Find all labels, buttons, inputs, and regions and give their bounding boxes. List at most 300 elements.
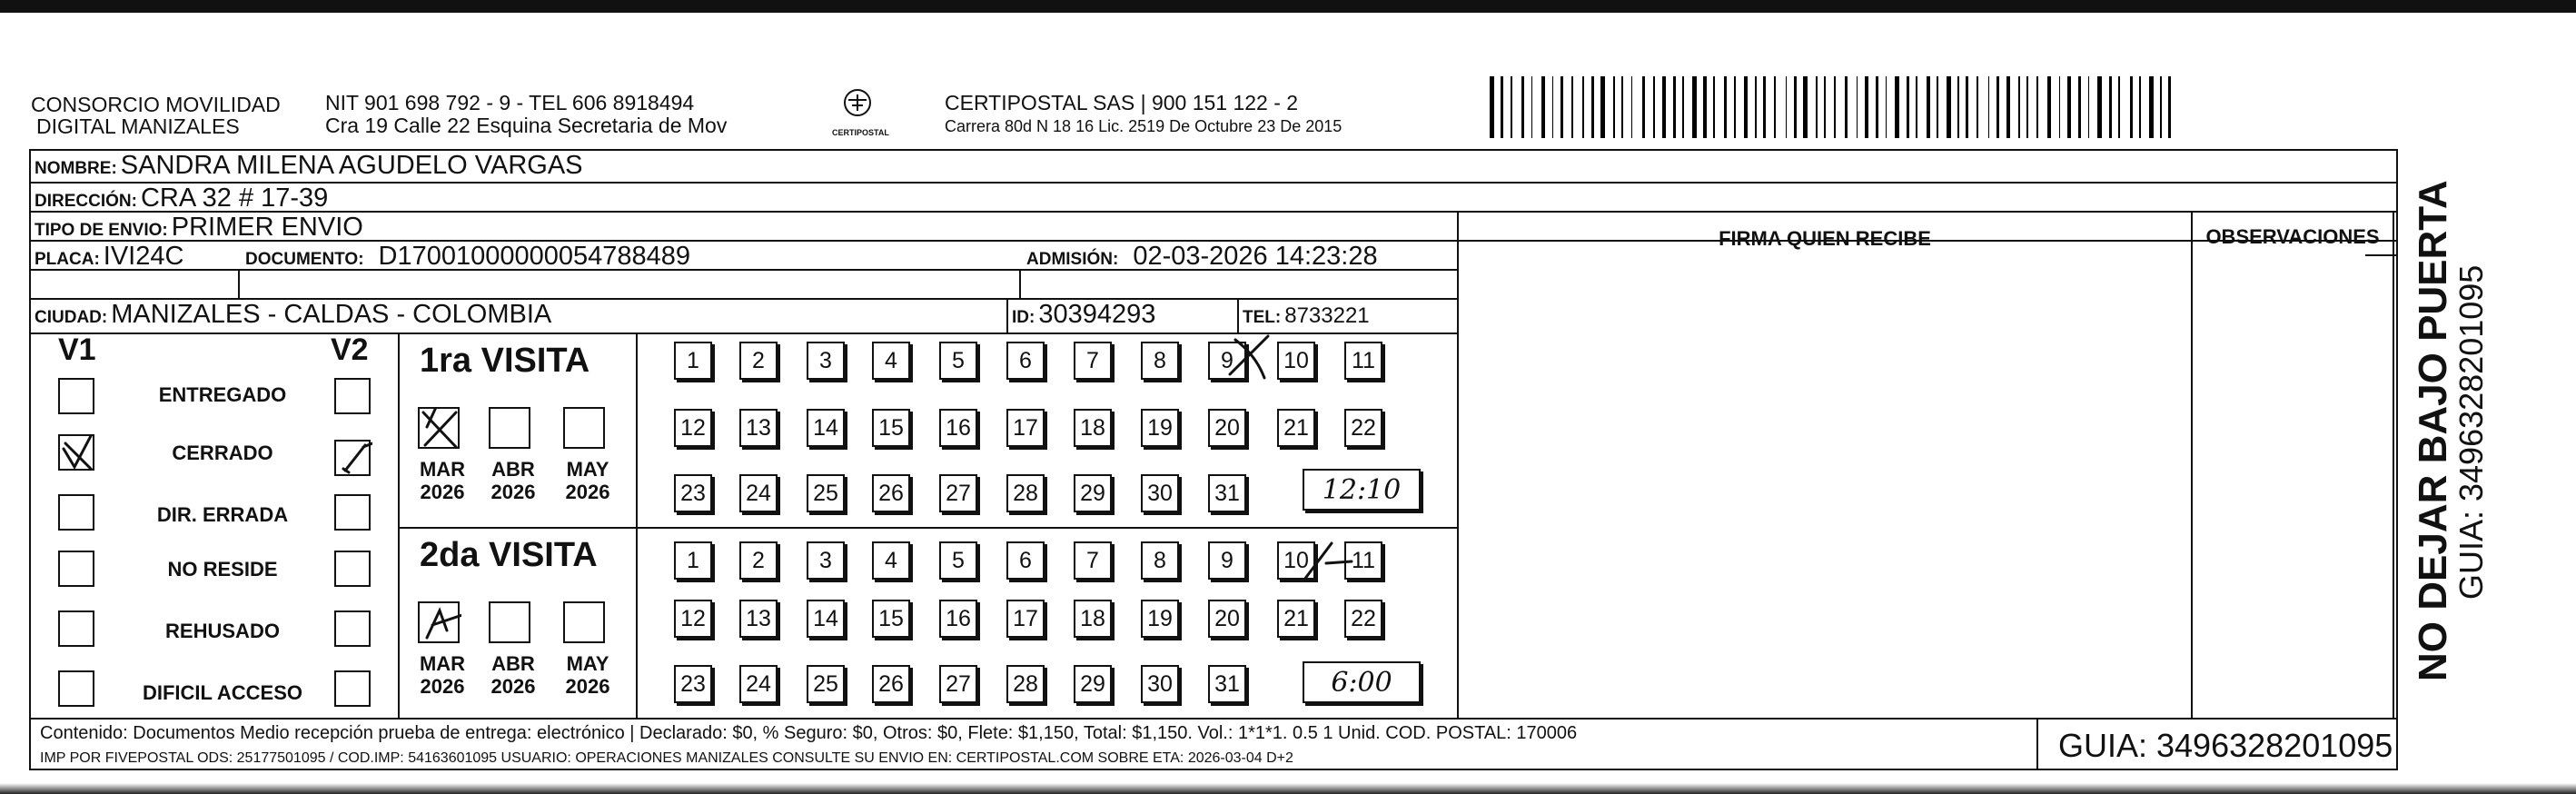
certipostal-logo-icon — [832, 87, 883, 124]
barcode-bar — [1920, 76, 1925, 138]
visit2-day-1[interactable]: 1 — [674, 541, 712, 580]
visit1-handwritten-time: 12:10 — [1303, 469, 1421, 511]
barcode-bar — [1992, 76, 1994, 138]
placa-value: IVI24C — [103, 242, 184, 271]
barcode-bar — [1497, 76, 1499, 138]
barcode-bar — [1759, 76, 1761, 138]
barcode-bar — [1682, 76, 1684, 138]
v1-rehusado-checkbox[interactable] — [58, 610, 94, 647]
footer-guia-divider — [2036, 720, 2038, 770]
visit2-abr-box[interactable] — [489, 601, 530, 643]
visit1-day-29[interactable]: 29 — [1074, 474, 1112, 512]
visit1-day-7[interactable]: 7 — [1074, 342, 1112, 380]
barcode-bar — [1907, 76, 1909, 138]
certipostal-logo — [832, 87, 889, 142]
barcode-bar — [1582, 76, 1584, 138]
visit1-day-10[interactable]: 10 — [1277, 342, 1315, 380]
status-dir-errada: DIR. ERRADA — [156, 503, 289, 526]
visit2-day-24[interactable]: 24 — [739, 665, 778, 703]
visit1-may-label: MAY 2026 — [565, 458, 610, 503]
admision-value: 02-03-2026 14:23:28 — [1133, 242, 1378, 271]
visit1-mar-label: MAR 2026 — [419, 458, 466, 503]
barcode-bar — [1954, 76, 1956, 138]
barcode-bar — [1521, 76, 1524, 138]
barcode-bar — [1653, 76, 1655, 138]
cell-divider — [1006, 300, 1008, 332]
barcode-bar — [1933, 76, 1935, 138]
barcode-bar — [1750, 76, 1752, 138]
barcode-bar — [1703, 76, 1706, 138]
visit1-day-12[interactable]: 12 — [674, 409, 712, 447]
barcode-bar — [2002, 76, 2004, 138]
barcode-bar — [2023, 76, 2025, 138]
tel-label: TEL: — [1243, 308, 1282, 327]
visit1-day-11[interactable]: 11 — [1344, 342, 1382, 380]
check-mark-icon — [336, 442, 372, 478]
barcode-bar — [2097, 76, 2102, 138]
barcode-bar — [1515, 76, 1520, 138]
v1-no-reside-checkbox[interactable] — [58, 551, 94, 587]
consorcio-nit: NIT 901 698 792 - 9 - TEL 606 8918494 — [325, 91, 695, 114]
visit2-day-10[interactable]: 10 — [1277, 541, 1315, 580]
barcode-bar — [1576, 76, 1580, 138]
visit1-day-3[interactable]: 3 — [807, 342, 845, 380]
barcode-bar — [1587, 76, 1589, 138]
certipostal-address: Carrera 80d N 18 16 Lic. 2519 De Octubre 23 De 2015 — [945, 117, 1342, 135]
visit2-title: 2da VISITA — [420, 536, 598, 574]
cell-divider — [238, 271, 240, 298]
barcode-bar — [1739, 76, 1741, 138]
barcode-bar — [1871, 76, 1873, 138]
row-divider — [29, 211, 2398, 213]
barcode-bar — [1857, 76, 1858, 138]
visit2-day-25[interactable]: 25 — [807, 665, 845, 703]
barcode-bar — [1648, 76, 1650, 138]
barcode-bar — [1642, 76, 1645, 138]
visit1-day-22[interactable]: 22 — [1344, 409, 1382, 447]
visit2-day-27[interactable]: 27 — [939, 665, 977, 703]
visit1-day-26[interactable]: 26 — [872, 474, 910, 512]
barcode-bar — [1786, 76, 1788, 138]
status-entregado: ENTREGADO — [158, 383, 287, 406]
visit2-day-26[interactable]: 26 — [872, 665, 910, 703]
visit2-day-21[interactable]: 21 — [1277, 600, 1315, 638]
visit2-day-5[interactable]: 5 — [939, 541, 977, 580]
visit2-day-18[interactable]: 18 — [1074, 600, 1112, 638]
barcode-bar — [1769, 76, 1771, 138]
barcode-bar — [1560, 76, 1563, 138]
visit1-mar-box[interactable] — [418, 407, 460, 449]
status-no-reside: NO RESIDE — [167, 558, 278, 581]
visit2-day-20[interactable]: 20 — [1208, 600, 1246, 638]
placa-label: PLACA: — [35, 250, 100, 269]
barcode-bar — [1828, 76, 1831, 138]
column-divider — [2191, 211, 2193, 720]
visit2-abr-label: ABR 2026 — [490, 652, 536, 698]
visit1-day-8[interactable]: 8 — [1141, 342, 1179, 380]
tipo-envio-value: PRIMER ENVIO — [171, 213, 363, 242]
visit1-day-24[interactable]: 24 — [739, 474, 778, 512]
visit1-day-15[interactable]: 15 — [872, 409, 910, 447]
barcode-bar — [1845, 76, 1848, 138]
placa-field — [35, 242, 183, 272]
barcode-bar — [2074, 76, 2076, 138]
barcode-bar — [1881, 76, 1883, 138]
barcode-bar — [2041, 76, 2046, 138]
barcode-bar — [1724, 76, 1727, 138]
barcode-bar — [1621, 76, 1623, 138]
barcode-bar — [2115, 76, 2116, 138]
visit2-time-box — [1303, 661, 1422, 705]
visit2-day-19[interactable]: 19 — [1141, 600, 1179, 638]
visit2-day-12[interactable]: 12 — [674, 600, 712, 638]
barcode-bar — [2018, 76, 2020, 138]
barcode-bar — [1613, 76, 1615, 138]
barcode-bar — [1556, 76, 1558, 138]
barcode-bar — [1566, 76, 1569, 138]
footer-contenido: Contenido: Documentos Medio recepción prueba de entrega: electrónico | Declarado: $0, % Seguro: $0, Otros: $0, Flete: $1,150, Total: $1,150. Vol.: 1*1*1. 0.5 1 Unid. COD. POSTAL: 170006 — [40, 723, 1578, 743]
visit2-day10-mark — [1299, 536, 1353, 587]
barcode-bar — [1962, 76, 1964, 138]
barcode-bar — [1937, 76, 1938, 138]
visit-row-divider — [400, 527, 1457, 529]
barcode-bar — [1803, 76, 1808, 138]
visit1-day-13[interactable]: 13 — [739, 409, 778, 447]
barcode-bar — [2105, 76, 2106, 138]
barcode-bar — [1662, 76, 1667, 138]
barcode-bar — [1501, 76, 1503, 138]
barcode-bar — [1838, 76, 1843, 138]
barcode-bar — [1626, 76, 1629, 138]
barcode-bar — [1977, 76, 1978, 138]
barcode-bar — [1548, 76, 1550, 138]
status-cerrado: CERRADO — [172, 442, 273, 464]
certipostal-company: CERTIPOSTAL SAS | 900 151 122 - 2 — [945, 91, 1299, 114]
visit2-day-3[interactable]: 3 — [807, 541, 845, 580]
row-divider — [29, 182, 2398, 184]
barcode-bar — [1541, 76, 1546, 138]
visit2-day-17[interactable]: 17 — [1006, 600, 1045, 638]
visit2-handwritten-time: 6:00 — [1303, 661, 1421, 703]
barcode-bar — [1669, 76, 1670, 138]
visit2-day-28[interactable]: 28 — [1006, 665, 1045, 703]
barcode-bar — [1490, 76, 1494, 138]
visit2-day-29[interactable]: 29 — [1074, 665, 1112, 703]
barcode-bar — [1810, 76, 1813, 138]
barcode-bar — [1789, 76, 1791, 138]
visit2-day-6[interactable]: 6 — [1006, 541, 1045, 580]
barcode-bar — [1734, 76, 1736, 138]
visit1-day-23[interactable]: 23 — [674, 474, 712, 512]
barcode-bar — [2144, 76, 2146, 138]
barcode-bar — [2059, 76, 2061, 138]
barcode-bar — [2168, 76, 2171, 138]
scan-edge-bottom — [0, 783, 2576, 794]
visit1-day-1[interactable]: 1 — [674, 342, 712, 380]
visit2-day-31[interactable]: 31 — [1208, 665, 1246, 703]
barcode-bar — [1571, 76, 1573, 138]
barcode-bar — [2149, 76, 2154, 138]
barcode-bar — [2026, 76, 2028, 138]
visit1-day-5[interactable]: 5 — [939, 342, 977, 380]
visit1-day-28[interactable]: 28 — [1006, 474, 1045, 512]
barcode-bar — [2067, 76, 2072, 138]
v1-header: V1 — [58, 332, 96, 367]
barcode-bar — [2078, 76, 2081, 138]
visit1-may-box[interactable] — [563, 407, 605, 449]
v1-cerrado-checkbox[interactable] — [58, 434, 94, 471]
v2-dir-errada-checkbox[interactable] — [334, 494, 371, 531]
observaciones-header: OBSERVACIONES — [2205, 225, 2380, 248]
visit1-day-18[interactable]: 18 — [1074, 409, 1112, 447]
column-divider — [2393, 211, 2394, 720]
visit1-day-4[interactable]: 4 — [872, 342, 910, 380]
barcode-bar — [1947, 76, 1951, 138]
barcode-bar — [2063, 76, 2065, 138]
barcode-bar — [1996, 76, 1999, 138]
direccion-field — [35, 184, 328, 213]
tel-field — [1243, 303, 1370, 329]
barcode-bar — [1506, 76, 1508, 138]
no-dejar-bajo-puerta: NO DEJAR BAJO PUERTA — [2411, 180, 2455, 681]
barcode-bar — [2036, 76, 2038, 138]
v1-entregado-checkbox[interactable] — [58, 378, 94, 414]
visit2-day-30[interactable]: 30 — [1141, 665, 1179, 703]
visit-divider — [636, 334, 638, 718]
cell-divider — [1019, 271, 1021, 298]
consorcio-name-line1: CONSORCIO MOVILIDAD — [31, 93, 281, 116]
barcode-bar — [1966, 76, 1968, 138]
cross-mark-icon — [420, 409, 461, 451]
visit1-abr-label: ABR 2026 — [490, 458, 536, 503]
nombre-field — [35, 151, 583, 181]
barcode-bar — [1552, 76, 1554, 138]
barcode-bar — [1927, 76, 1929, 138]
barcode-bar — [1600, 76, 1605, 138]
barcode-bar — [1886, 76, 1887, 138]
visit2-day-2[interactable]: 2 — [739, 541, 778, 580]
barcode-bar — [1635, 76, 1640, 138]
barcode-bar — [1608, 76, 1610, 138]
barcode-bar — [1699, 76, 1701, 138]
barcode-bar — [1774, 76, 1776, 138]
barcode-bar — [1713, 76, 1715, 138]
barcode-bar — [1744, 76, 1749, 138]
tipo-envio-label: TIPO DE ENVIO: — [35, 221, 168, 240]
visit2-day-4[interactable]: 4 — [872, 541, 910, 580]
barcode-bar — [2031, 76, 2034, 138]
consorcio-name-line2: DIGITAL MANIZALES — [36, 114, 240, 138]
barcode-bar — [2160, 76, 2162, 138]
barcode-bar — [1895, 76, 1899, 138]
visit2-day-13[interactable]: 13 — [739, 600, 778, 638]
visit1-time-box — [1303, 469, 1422, 512]
visit2-day-23[interactable]: 23 — [674, 665, 712, 703]
barcode-bar — [1535, 76, 1538, 138]
barcode-bar — [2156, 76, 2158, 138]
barcode-bar — [2118, 76, 2120, 138]
visit1-day9-mark — [1223, 331, 1277, 382]
barcode — [1490, 76, 2180, 138]
tipo-envio-field — [35, 213, 363, 243]
barcode-bar — [1981, 76, 1986, 138]
footer-divider — [29, 718, 2398, 720]
id-label: ID: — [1012, 308, 1035, 327]
barcode-bar — [1531, 76, 1533, 138]
footer-guia: GUIA: 3496328201095 — [2058, 727, 2393, 764]
barcode-bar — [1824, 76, 1826, 138]
consorcio-address: Cra 19 Calle 22 Esquina Secretaria de Mov — [325, 114, 728, 137]
barcode-bar — [1658, 76, 1660, 138]
v2-dificil-acceso-checkbox[interactable] — [334, 670, 371, 707]
barcode-bar — [1799, 76, 1801, 138]
admision-label: ADMISIÓN: — [1026, 250, 1119, 269]
visit1-day-16[interactable]: 16 — [939, 409, 977, 447]
v2-no-reside-checkbox[interactable] — [334, 551, 371, 587]
id-field — [1012, 300, 1155, 330]
barcode-bar — [1692, 76, 1697, 138]
barcode-bar — [1618, 76, 1620, 138]
visit2-day-7[interactable]: 7 — [1074, 541, 1112, 580]
barcode-bar — [1709, 76, 1711, 138]
scan-edge — [0, 0, 2576, 13]
visit2-day-22[interactable]: 22 — [1344, 600, 1382, 638]
tel-value: 8733221 — [1284, 303, 1370, 328]
status-divider — [398, 334, 400, 718]
visit1-day-19[interactable]: 19 — [1141, 409, 1179, 447]
nombre-label: NOMBRE: — [35, 159, 117, 178]
visit1-day-2[interactable]: 2 — [739, 342, 778, 380]
visit2-may-box[interactable] — [563, 601, 605, 643]
visit2-mar-label: MAR 2026 — [419, 652, 466, 698]
ciudad-value: MANIZALES - CALDAS - COLOMBIA — [111, 300, 552, 329]
direccion-value: CRA 32 # 17-39 — [140, 184, 329, 213]
barcode-bar — [2174, 76, 2176, 138]
visit2-day-9[interactable]: 9 — [1208, 541, 1246, 580]
visit1-day-20[interactable]: 20 — [1208, 409, 1246, 447]
barcode-bar — [2047, 76, 2050, 138]
barcode-bar — [1834, 76, 1836, 138]
ciudad-label: CIUDAD: — [35, 308, 108, 327]
visit1-day-30[interactable]: 30 — [1141, 474, 1179, 512]
footer-imp: IMP POR FIVEPOSTAL ODS: 25177501095 / COD.IMP: 54163601095 USUARIO: OPERACIONES MANIZALES CONSULTE SU ENVIO EN: CERTIPOSTAL.COM SOBRE ETA: 2026-03-04 D+2 — [40, 750, 1293, 766]
barcode-bar — [2084, 76, 2086, 138]
barcode-bar — [1957, 76, 1959, 138]
barcode-bar — [1941, 76, 1944, 138]
barcode-bar — [1679, 76, 1680, 138]
barcode-bar — [2054, 76, 2056, 138]
barcode-bar — [1631, 76, 1633, 138]
visit2-day-16[interactable]: 16 — [939, 600, 977, 638]
barcode-bar — [2092, 76, 2095, 138]
barcode-bar — [1865, 76, 1869, 138]
visit2-day-14[interactable]: 14 — [807, 600, 845, 638]
documento-field — [245, 242, 690, 272]
admision-field — [1026, 242, 1378, 272]
barcode-bar — [1971, 76, 1974, 138]
visit1-abr-box[interactable] — [489, 407, 530, 449]
barcode-bar — [1916, 76, 1917, 138]
status-rehusado: REHUSADO — [165, 620, 280, 642]
barcode-bar — [1729, 76, 1731, 138]
nombre-value: SANDRA MILENA AGUDELO VARGAS — [120, 151, 583, 180]
direccion-label: DIRECCIÓN: — [35, 192, 137, 211]
column-divider — [1457, 211, 1459, 720]
barcode-bar — [1988, 76, 1990, 138]
barcode-bar — [2139, 76, 2141, 138]
barcode-bar — [2135, 76, 2137, 138]
barcode-bar — [2088, 76, 2090, 138]
barcode-bar — [2006, 76, 2011, 138]
cell-divider — [1237, 300, 1239, 332]
barcode-bar — [1687, 76, 1689, 138]
id-value: 30394293 — [1038, 300, 1156, 329]
barcode-bar — [2109, 76, 2112, 138]
visit2-day-11[interactable]: 11 — [1344, 541, 1382, 580]
firma-header: FIRMA QUIEN RECIBE — [1719, 227, 1931, 250]
barcode-bar — [1597, 76, 1599, 138]
barcode-bar — [2130, 76, 2133, 138]
visit1-day-27[interactable]: 27 — [939, 474, 977, 512]
barcode-bar — [1763, 76, 1766, 138]
barcode-bar — [1718, 76, 1722, 138]
barcode-bar — [1511, 76, 1512, 138]
barcode-bar — [1860, 76, 1862, 138]
barcode-bar — [1889, 76, 1892, 138]
visit1-day-6[interactable]: 6 — [1006, 342, 1045, 380]
barcode-bar — [2165, 76, 2166, 138]
visit2-may-label: MAY 2026 — [565, 652, 610, 698]
v2-cerrado-checkbox[interactable] — [334, 440, 371, 476]
v2-rehusado-checkbox[interactable] — [334, 610, 371, 647]
barcode-bar — [1876, 76, 1878, 138]
barcode-bar — [1755, 76, 1757, 138]
barcode-bar — [1778, 76, 1783, 138]
v2-entregado-checkbox[interactable] — [334, 378, 371, 414]
v1-dificil-acceso-checkbox[interactable] — [58, 670, 94, 707]
visit2-day-8[interactable]: 8 — [1141, 541, 1179, 580]
barcode-bar — [1902, 76, 1904, 138]
barcode-bar — [1912, 76, 1914, 138]
visit1-day-9[interactable]: 9 — [1208, 342, 1246, 380]
barcode-bar — [1591, 76, 1594, 138]
visit1-day-31[interactable]: 31 — [1208, 474, 1246, 512]
visit2-mar-box[interactable] — [418, 601, 460, 643]
status-dificil-acceso: DIFICIL ACCESO — [142, 681, 302, 704]
barcode-bar — [1673, 76, 1676, 138]
barcode-bar — [1816, 76, 1818, 138]
check-mark-icon — [60, 436, 96, 472]
documento-value: D17001000000054788489 — [378, 242, 691, 271]
check-mark-icon — [420, 603, 461, 645]
visit1-title: 1ra VISITA — [420, 342, 590, 380]
barcode-bar — [1794, 76, 1797, 138]
v1-dir-errada-checkbox[interactable] — [58, 494, 94, 531]
visit1-day-25[interactable]: 25 — [807, 474, 845, 512]
visit1-day-17[interactable]: 17 — [1006, 409, 1045, 447]
barcode-bar — [2013, 76, 2016, 138]
barcode-bar — [2123, 76, 2127, 138]
barcode-bar — [1820, 76, 1822, 138]
visit1-day-14[interactable]: 14 — [807, 409, 845, 447]
documento-label: DOCUMENTO: — [245, 250, 364, 269]
visit1-day-21[interactable]: 21 — [1277, 409, 1315, 447]
ciudad-field — [35, 300, 551, 330]
side-guia: GUIA: 3496328201095 — [2452, 264, 2490, 600]
v2-header: V2 — [331, 332, 369, 367]
visit2-day-15[interactable]: 15 — [872, 600, 910, 638]
barcode-bar — [1527, 76, 1529, 138]
